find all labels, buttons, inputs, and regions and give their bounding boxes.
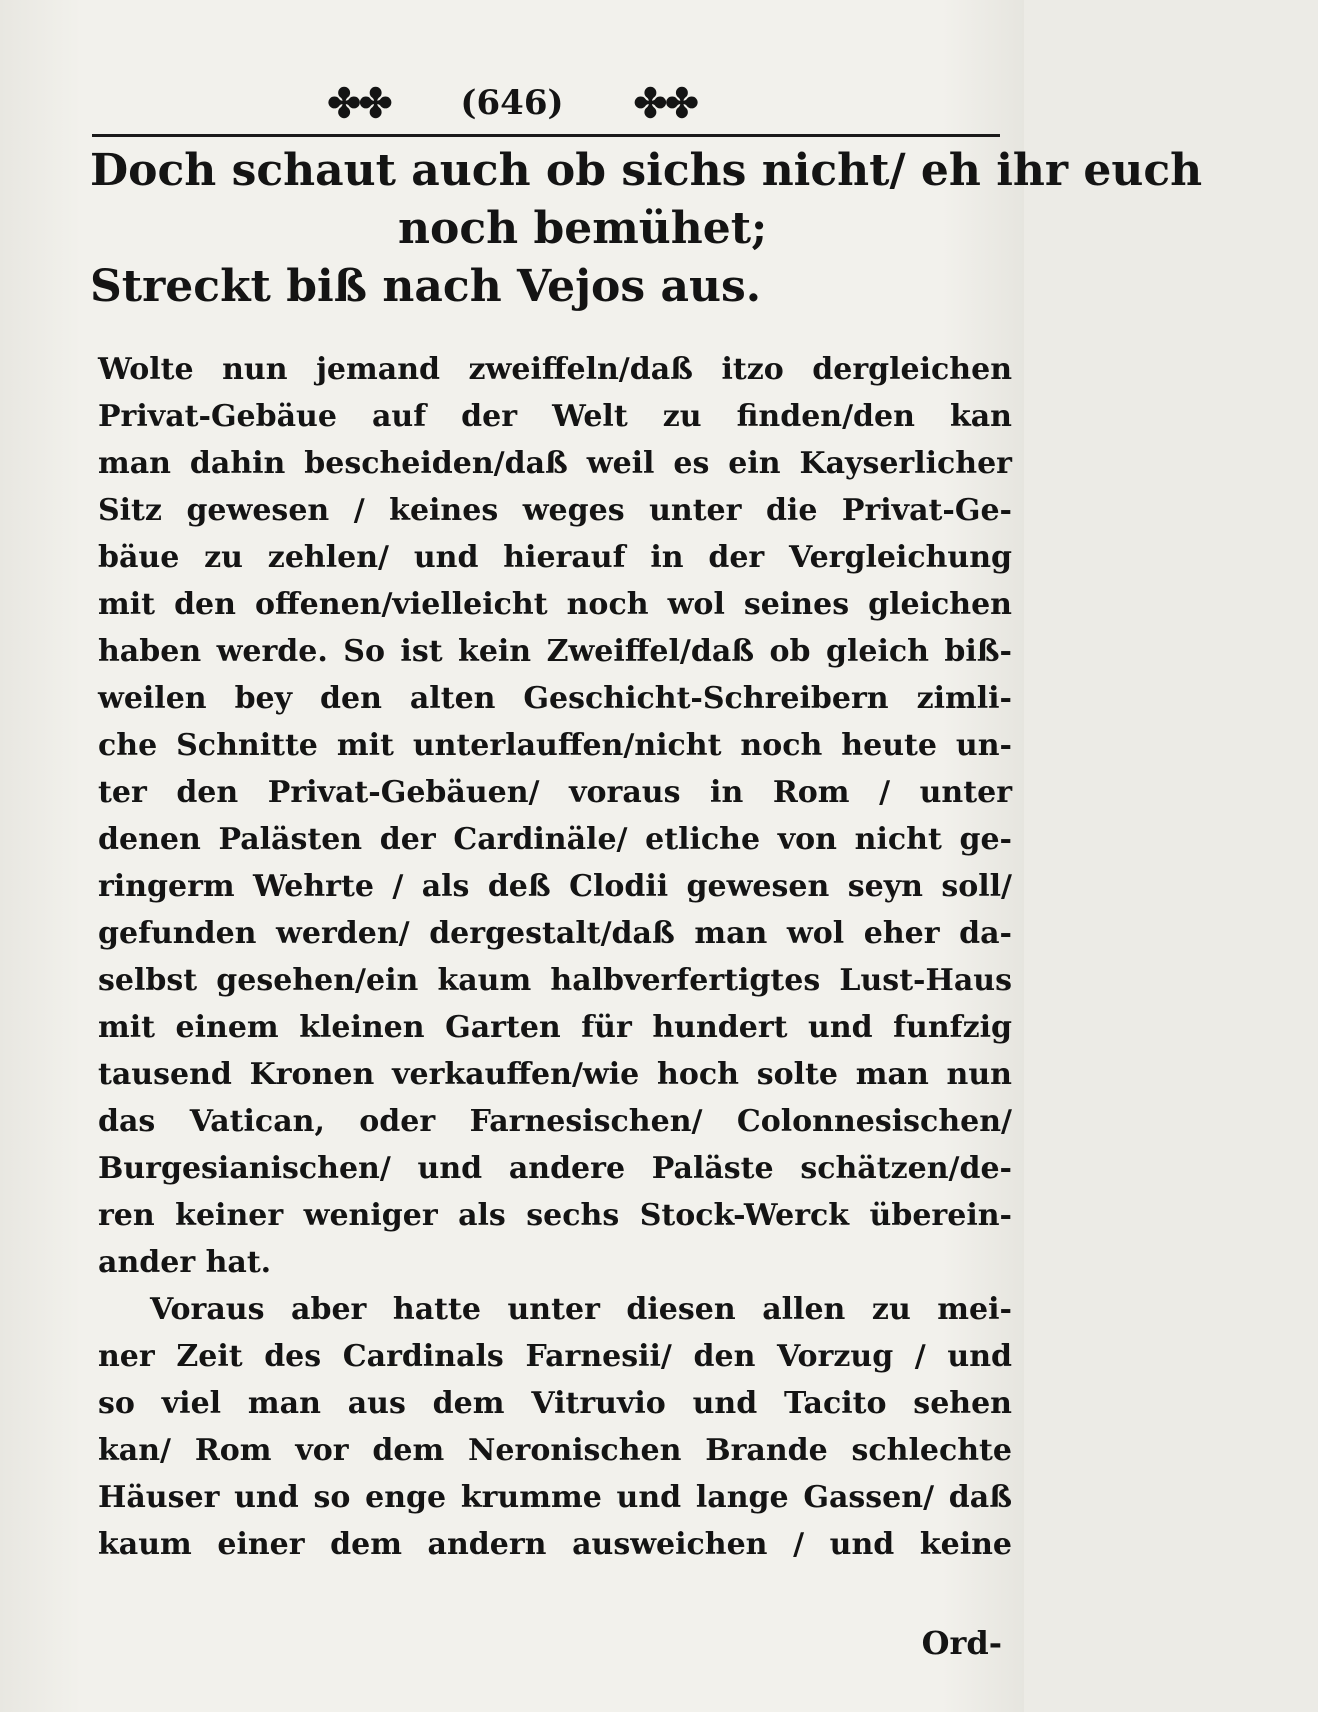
catchword: Ord-	[921, 1624, 1002, 1662]
text-line: haben werde. So ist kein Zweiffel/daß ob gleich biß-	[98, 634, 1012, 669]
right-ornament-icon: ✤✤	[633, 79, 697, 127]
text-line: Burgesianischen/ und andere Paläste schätzen/de-	[98, 1151, 1012, 1186]
text-line: bäue zu zehlen/ und hierauf in der Vergleichung	[98, 540, 1012, 575]
text-line: ren keiner weniger als sechs Stock-Werck überein-	[98, 1198, 1012, 1233]
text-line: ter den Privat-Gebäuen/ voraus in Rom / unter	[98, 775, 1012, 810]
text-line: gefunden werden/ dergestalt/daß man wol eher da-	[98, 916, 1012, 951]
text-line: das Vatican, oder Farnesischen/ Colonnesischen/	[98, 1104, 1012, 1139]
text-line: Voraus aber hatte unter diesen allen zu mei-	[150, 1292, 1012, 1327]
text-line: denen Palästen der Cardinäle/ etliche von nicht ge-	[98, 822, 1012, 857]
header-rule	[92, 134, 1000, 137]
left-ornament-icon: ✤✤	[327, 79, 391, 127]
text-line: mit einem kleinen Garten für hundert und funfzig	[98, 1010, 1012, 1045]
text-line: Häuser und so enge krumme und lange Gassen/ daß	[98, 1480, 1012, 1515]
text-line: ander hat.	[98, 1245, 272, 1280]
text-line: che Schnitte mit unterlauffen/nicht noch heute un-	[98, 728, 1012, 763]
text-line: ner Zeit des Cardinals Farnesii/ den Vorzug / und	[98, 1339, 1012, 1374]
text-line: kaum einer dem andern ausweichen / und keine	[98, 1527, 1012, 1562]
text-line: ringerm Wehrte / als deß Clodii gewesen seyn soll/	[98, 869, 1012, 904]
text-line: selbst gesehen/ein kaum halbverfertigtes Lust-Haus	[98, 963, 1012, 998]
verse-line: Streckt biß nach Vejos aus.	[90, 261, 762, 312]
page-number: (646)	[460, 83, 564, 123]
text-line: Privat-Gebäue auf der Welt zu finden/den kan	[98, 399, 1012, 434]
text-line: kan/ Rom vor dem Neronischen Brande schlechte	[98, 1433, 1012, 1468]
body-text	[98, 346, 1012, 1568]
text-line: so viel man aus dem Vitruvio und Tacito sehen	[98, 1386, 1012, 1421]
text-line: Sitz gewesen / keines weges unter die Privat-Ge-	[98, 493, 1012, 528]
text-line: mit den offenen/vielleicht noch wol seines gleichen	[98, 587, 1012, 622]
text-line: man dahin bescheiden/daß weil es ein Kayserlicher	[98, 446, 1012, 481]
text-line: tausend Kronen verkauffen/wie hoch solte man nun	[98, 1057, 1012, 1092]
page-header	[0, 78, 1024, 128]
text-line: Wolte nun jemand zweiffeln/daß itzo dergleichen	[98, 352, 1012, 387]
verse-line: noch bemühet;	[398, 203, 768, 254]
verse-line: Doch schaut auch ob sichs nicht/ eh ihr euch	[90, 145, 1203, 196]
text-line: weilen bey den alten Geschicht-Schreibern zimli-	[98, 681, 1012, 716]
